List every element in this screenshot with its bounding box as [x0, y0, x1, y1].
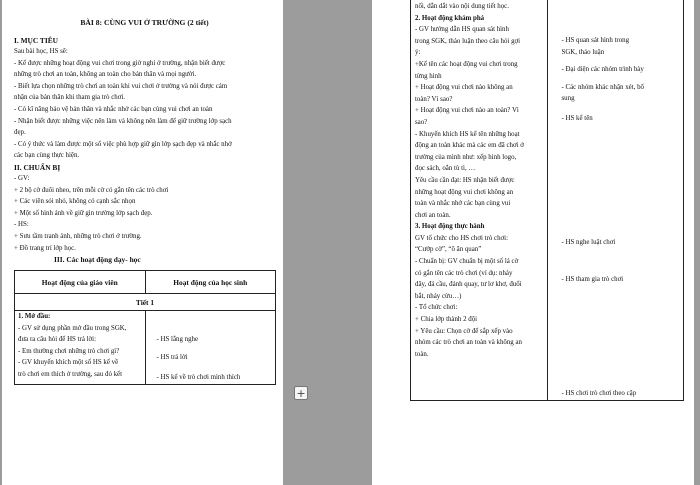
activities-heading: III. Các hoạt động dạy- học [54, 255, 141, 265]
teacher-column-header: Hoạt động của giáo viên [15, 271, 146, 294]
objective-line: những trò chơi an toàn, không an toàn cho bản thân và mọi người. [14, 71, 197, 79]
lesson-plan-table-continued [410, 0, 684, 401]
teacher-line: đọc sách, oẳn tù tì, … [415, 165, 476, 173]
preparation-heading: II. CHUẨN BỊ [14, 162, 61, 172]
student-line: - Các nhóm khác nhận xét, bổ [561, 83, 644, 91]
teacher-line: ý: [415, 49, 421, 57]
section-heading: 2. Hoạt động khám phá [415, 14, 485, 22]
teacher-line: trường của mình như: xếp hình logo, [415, 153, 517, 161]
teacher-line: dây, đá cầu, đánh quay, tư lơ khơ, đuổi [415, 281, 522, 289]
preparation-line: + 2 bộ cờ đuôi nheo, trên mỗi cờ có gắn tên các trò chơi [14, 186, 169, 194]
student-line: SGK, thảo luận [561, 48, 605, 56]
period-label: Tiết 1 [15, 294, 276, 311]
teacher-line: đưa ra câu hỏi để HS trả lời: [18, 336, 96, 344]
lesson-title: BÀI 8: CÙNG VUI Ở TRƯỜNG (2 tiết) [80, 18, 209, 27]
teacher-line: những hoạt động vui chơi không an [415, 188, 514, 196]
teacher-line: GV tổ chức cho HS chơi trò chơi: [415, 234, 508, 242]
objective-line: Sau bài học, HS sẽ: [14, 48, 68, 55]
teacher-line: - GV sử dụng phần mở đầu trong SGK, [18, 324, 127, 332]
student-line: - HS quan sát hình trong [561, 37, 630, 44]
student-line: - HS chơi trò chơi theo cặp [561, 389, 637, 397]
teacher-line: “Cướp cờ”, “ô ăn quan” [415, 246, 482, 254]
teacher-line: + Yêu cầu: Chọn cờ để sắp xếp vào [415, 327, 513, 335]
student-line: sung [561, 95, 575, 103]
teacher-line: nhóm các trò chơi an toàn và không an [415, 339, 522, 347]
teacher-line: - Tổ chức chơi: [415, 304, 458, 312]
preparation-section [14, 173, 275, 254]
objectives-heading: I. MỤC TIÊU [14, 36, 59, 45]
teacher-line: - GV hướng dẫn HS quan sát hình [415, 26, 509, 34]
teacher-line: + Hoạt động vui chơi nào không an [415, 84, 513, 92]
teacher-line: nối, dẫn dắt vào nội dung tiết học. [415, 3, 509, 10]
teacher-line: từng hình [415, 72, 442, 80]
preparation-line: - GV: [14, 174, 30, 182]
objective-line: - Biết lựa chọn những trò chơi an toàn khi vui chơi ở trường và nói được cảm [14, 82, 228, 90]
teacher-line: toàn? Vì sao? [415, 95, 453, 103]
document-page-right [372, 0, 694, 485]
teacher-activity-cell [411, 0, 548, 401]
objective-line: - Nhận biết được những việc nên làm và không nên làm để giữ trường lớp sạch [14, 117, 232, 125]
teacher-line: Yêu cầu cần đạt: HS nhận biết được [415, 176, 515, 184]
preparation-line: + Một số hình ảnh về giữ gìn trường lớp sạch đẹp. [14, 209, 153, 217]
student-line: - HS tham gia trò chơi [561, 276, 624, 284]
preparation-line: + Sưu tầm tranh ảnh, những trò chơi ở trường. [14, 232, 142, 240]
teacher-line: +Kể tên các hoạt động vui chơi trong [415, 60, 518, 68]
objectives-section [14, 46, 275, 162]
student-activity-cell [145, 311, 276, 385]
teacher-line: toàn. [415, 350, 429, 358]
teacher-line: trong SGK, thảo luận theo câu hỏi gợi [415, 37, 521, 45]
teacher-line: - Em thường chơi những trò chơi gì? [18, 347, 120, 355]
section-heading: 1. Mở đầu: [18, 313, 51, 321]
teacher-line: - Chuẩn bị: GV chuẩn bị một số lá cờ [415, 258, 519, 266]
student-line: - HS lắng nghe [156, 336, 199, 344]
preparation-line: + Các viên sỏi nhỏ, không có cạnh sắc nhọn [14, 198, 136, 206]
student-line: - HS kể tên [561, 114, 593, 122]
objective-line: - Có kĩ năng bảo vệ bản thân và nhắc nhở các bạn cùng vui chơi an toàn [14, 105, 213, 113]
add-page-button[interactable]: + [294, 386, 308, 400]
preparation-line: - HS: [14, 221, 29, 229]
student-line: - HS nghe luật chơi [561, 238, 616, 246]
teacher-line: sao? [415, 118, 428, 126]
preparation-line: + Đồ trang trí lớp học. [14, 244, 76, 252]
document-page-left [2, 0, 283, 485]
section-heading: 3. Hoạt động thực hành [415, 223, 485, 231]
objective-line: nhận của bản thân khi tham gia trò chơi. [14, 94, 125, 102]
teacher-activity-cell [15, 311, 146, 385]
student-line: - HS trả lời [156, 353, 188, 361]
teacher-line: + Chia lớp thành 2 đội [415, 316, 478, 324]
teacher-line: động an toàn khác mà các em đã chơi ở [415, 142, 524, 150]
teacher-line: toàn và nhắc nhở các bạn cùng vui [415, 200, 511, 208]
teacher-line: trò chơi em thích ở trường, sau đó kết [18, 371, 123, 379]
student-line: - Đại diện các nhóm trình bày [561, 66, 644, 74]
teacher-line: có gắn tên các trò chơi (ví dụ: nhảy [415, 269, 513, 277]
objective-line: đẹp. [14, 129, 26, 137]
student-line: - HS kể về trò chơi mình thích [156, 374, 241, 382]
student-column-header: Hoạt động của học sinh [145, 271, 276, 294]
lesson-plan-table [14, 270, 276, 385]
teacher-line: - Khuyến khích HS kể tên những hoạt [415, 130, 520, 138]
objective-line: các bạn cùng thực hiện. [14, 152, 80, 160]
student-activity-cell [547, 0, 684, 401]
objective-line: - Có ý thức và làm được một số việc phù hợp giữ gìn lớp sạch đẹp và nhắc nhở [14, 140, 232, 148]
teacher-line: - GV khuyến khích một số HS kể về [18, 359, 119, 367]
teacher-line: bắt, nhảy cừu…) [415, 292, 462, 300]
teacher-line: chơi an toàn. [415, 211, 451, 219]
teacher-line: + Hoạt động vui chơi nào an toàn? Vì [415, 107, 519, 115]
objective-line: - Kể được những hoạt động vui chơi trong giờ nghỉ ở trường, nhận biết được [14, 59, 226, 67]
